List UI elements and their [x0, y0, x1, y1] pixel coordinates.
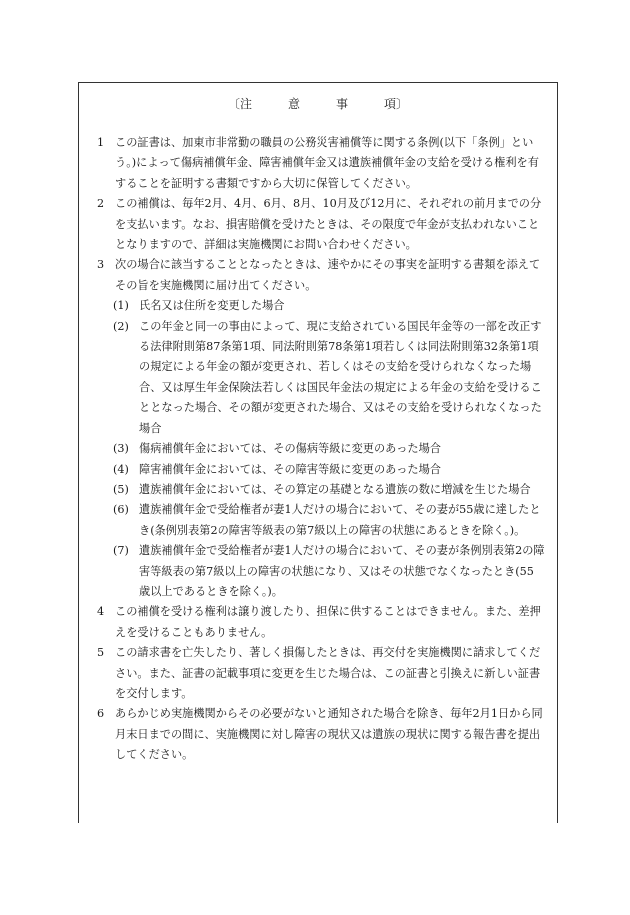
subitem-number: (2) — [113, 319, 129, 333]
subitem-text: 遺族補償年金で受給権者が妻1人だけの場合において、その妻が55歳に達したとき(条例別表第2の障害等級表の第7級以上の障害の状態にあるときを除く。)。 — [139, 503, 541, 537]
notice-title: 〔注 意 事 項〕 — [227, 97, 408, 111]
notice-subitem — [93, 317, 545, 439]
notice-subitem — [93, 480, 545, 500]
item-text: 次の場合に該当することとなったときは、速やかにその事実を証明する書類を添えてその旨を実施機関に届け出てください。 — [115, 258, 541, 292]
notice-item — [93, 194, 545, 255]
notice-item — [93, 255, 545, 296]
subitem-number: (7) — [113, 544, 129, 558]
subitem-text: 遺族補償年金においては、その算定の基礎となる遺族の数に増減を生じた場合 — [139, 482, 531, 496]
notice-body — [93, 133, 545, 766]
notice-item — [93, 133, 545, 194]
item-text: この請求書を亡失したり、著しく損傷したときは、再交付を実施機関に請求してください。また、証書の記載事項に変更を生じた場合は、この証書と引換えに新しい証書を交付します。 — [115, 646, 541, 700]
item-number: 3 — [97, 258, 105, 272]
subitem-number: (4) — [113, 462, 129, 476]
notice-item — [93, 704, 545, 765]
item-number: 4 — [97, 605, 105, 619]
subitem-number: (5) — [113, 482, 129, 496]
notice-item — [93, 602, 545, 643]
item-number: 2 — [97, 197, 105, 211]
item-text: あらかじめ実施機関からその必要がないと通知された場合を除き、毎年2月1日から同月末日までの間に、実施機関に対し障害の現状又は遺族の現状に関する報告書を提出してください。 — [115, 707, 543, 762]
notice-subitem — [93, 541, 545, 602]
subitem-number: (1) — [113, 299, 129, 313]
item-number: 5 — [97, 646, 105, 660]
notice-subitem — [93, 500, 545, 541]
notice-subitem — [93, 439, 545, 459]
subitem-text: 傷病補償年金においては、その傷病等級に変更のあった場合 — [139, 442, 441, 456]
subitem-text: 氏名又は住所を変更した場合 — [139, 299, 285, 313]
notice-subitem — [93, 460, 545, 480]
notice-item — [93, 643, 545, 704]
item-text: この補償は、毎年2月、4月、6月、8月、10月及び12月に、それぞれの前月までの分を支払います。なお、損害賠償を受けたときは、その限度で年金が支払われないこととなりますので、詳細は実施機関にお問い合わせください。 — [115, 197, 542, 252]
notice-subitem — [93, 296, 545, 316]
item-text: この証書は、加東市非常勤の職員の公務災害補償等に関する条例(以下「条例」という。)によって傷病補償年金、障害補償年金又は遺族補償年金の支給を受ける権利を有することを証明する書類ですから大切に保管してください。 — [115, 136, 539, 190]
subitem-text: この年金と同一の事由によって、現に支給されている国民年金等の一部を改正する法律附則第87条第1項、同法附則第78条第1項若しくは同法附則第32条第1項の規定による年金の額が変更され、若しくはその支給を受けられなくなった場合、又は厚生年金保険法若しくは国民年金法の規定による年金の支給を受けることとなった場合、その額が変更された場合、又はその支給を受けられなくなった場合 — [139, 319, 542, 435]
subitem-number: (6) — [113, 503, 129, 517]
item-text: この補償を受ける権利は譲り渡したり、担保に供することはできません。また、差押えを受けることもありません。 — [115, 605, 541, 639]
subitem-text: 遺族補償年金で受給権者が妻1人だけの場合において、その妻が条例別表第2の障害等級表の第7級以上の障害の状態になり、又はその状態でなくなったとき(55歳以上であるときを除く。)。 — [139, 544, 545, 598]
subitem-number: (3) — [113, 442, 129, 456]
subitem-text: 障害補償年金においては、その障害等級に変更のあった場合 — [139, 462, 441, 476]
item-number: 1 — [97, 136, 105, 149]
item-number: 6 — [97, 707, 105, 721]
notice-frame — [78, 82, 558, 823]
